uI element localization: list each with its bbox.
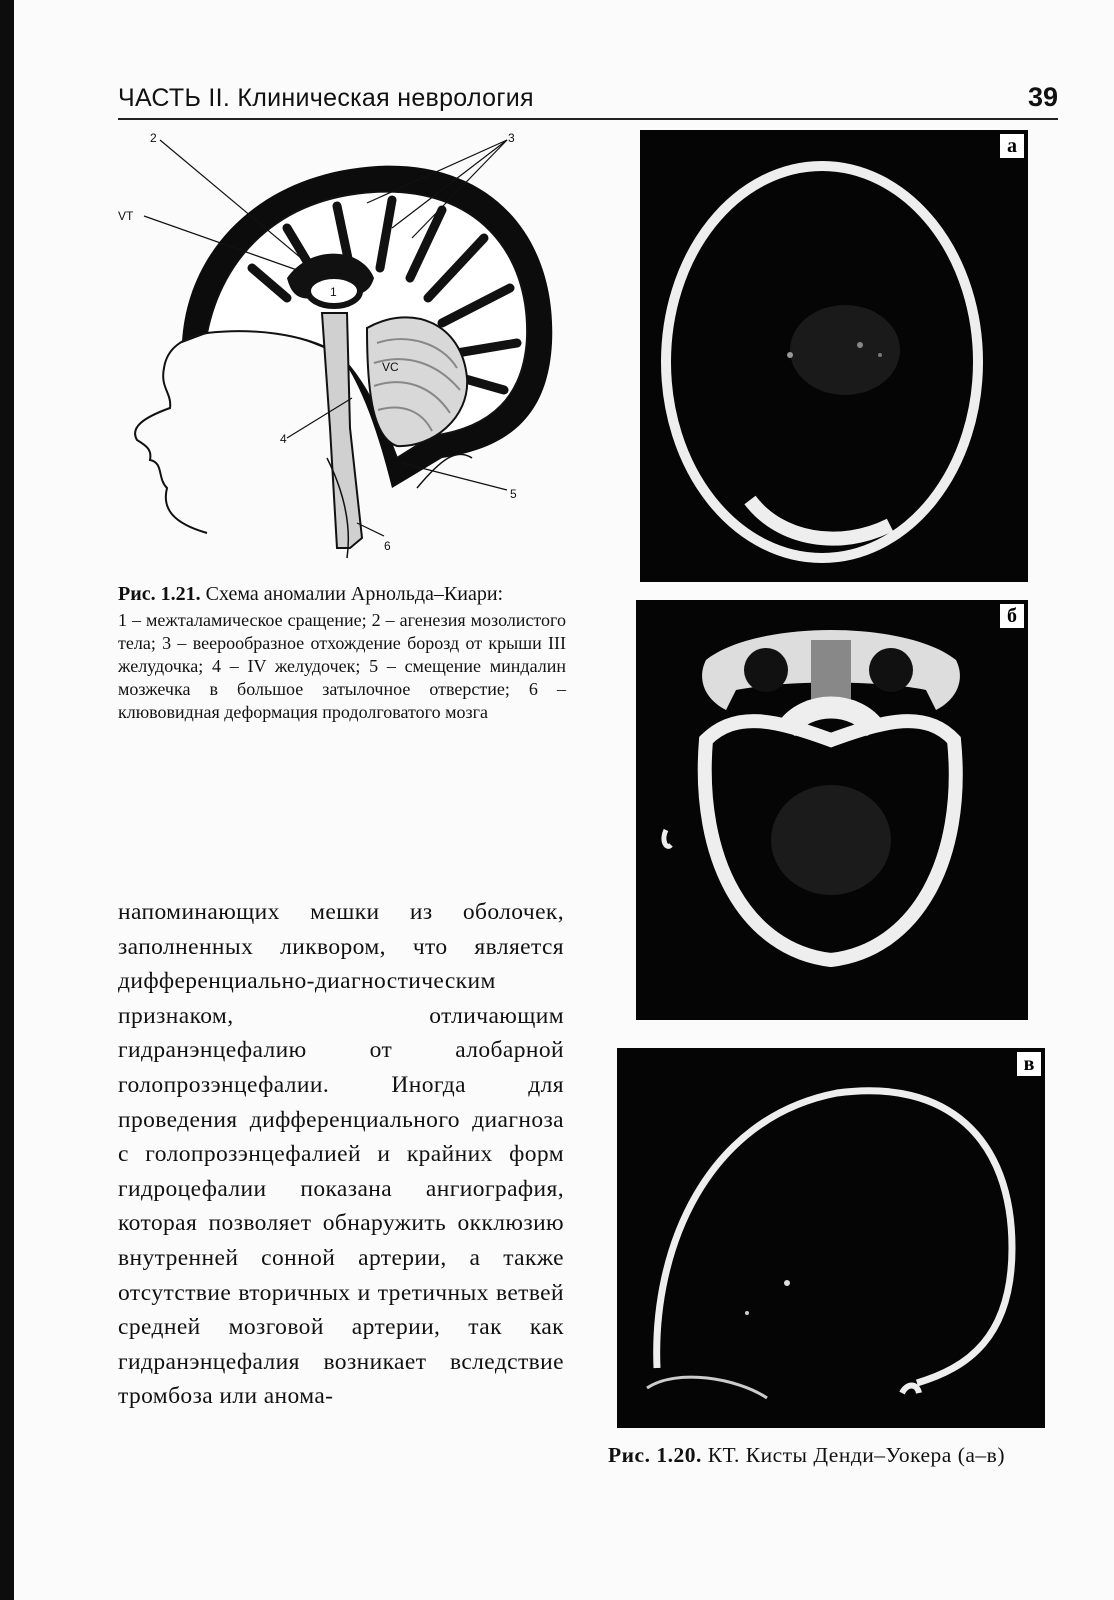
figure-1-20-caption [608,1440,1058,1470]
figure-1-20-number: Рис. 1.20. [608,1443,702,1467]
panel-letter-b: б [1000,604,1024,628]
panel-letter-a: а [1000,134,1024,158]
figure-1-21-title: Схема аномалии Арнольда–Киари: [205,583,504,605]
page-number: 39 [1027,82,1058,112]
diagram-label-3: 3 [508,131,515,145]
arnold-chiari-drawing [112,128,582,573]
figure-1-21-caption [118,582,566,724]
running-header [118,78,1058,120]
diagram-label-2: 2 [150,131,157,145]
ct-c-image [617,1048,1045,1428]
body-paragraph: напоминающих мешки из оболочек, заполненных ликвором, что является дифференциально-диагностическим признаком, отличающим гидранэнцефалию от алобарной голопрозэнцефалии. Иногда для проведения дифференциального диагноза с голопрозэнцефалией и крайних форм гидроцефалии показана ангиография, которая позволяет обнаружить окклюзию внутренней сонной артерии, а также отсутствие вторичных и третичных ветвей средней мозговой артерии, так как гидранэнцефалия возникает вследствие тромбоза или анома- [118,899,564,1410]
page-binding-edge [0,0,14,1600]
arnold-chiari-diagram [112,128,582,573]
ct-scan-b [636,600,1028,1020]
ct-a-image [640,130,1028,582]
diagram-label-vc: VC [382,360,399,374]
header-title: ЧАСТЬ II. Клиническая неврология [118,84,534,112]
diagram-label-vt: VT [118,209,134,223]
figure-1-21-number: Рис. 1.21. [118,583,201,605]
panel-letter-c: в [1017,1052,1041,1076]
figure-1-21-legend: 1 – межталамическое сращение; 2 – агенезия мозолистого тела; 3 – веерообразное отхождение борозд от крыши III желудочка; 4 – IV желудочек; 5 – смещение миндалин мозжечка в большое затылочное отверстие; 6 – клювовидная деформация продолговатого мозга [118,610,566,722]
ct-b-image [636,600,1028,1020]
diagram-label-6: 6 [384,539,391,553]
diagram-label-1: 1 [330,285,337,299]
diagram-label-5: 5 [510,487,517,501]
ct-scan-a [640,130,1028,582]
ct-scan-c [617,1048,1045,1428]
diagram-label-4: 4 [280,432,287,446]
figure-1-20-title: КТ. Кисты Денди–Уокера (а–в) [707,1443,1005,1467]
